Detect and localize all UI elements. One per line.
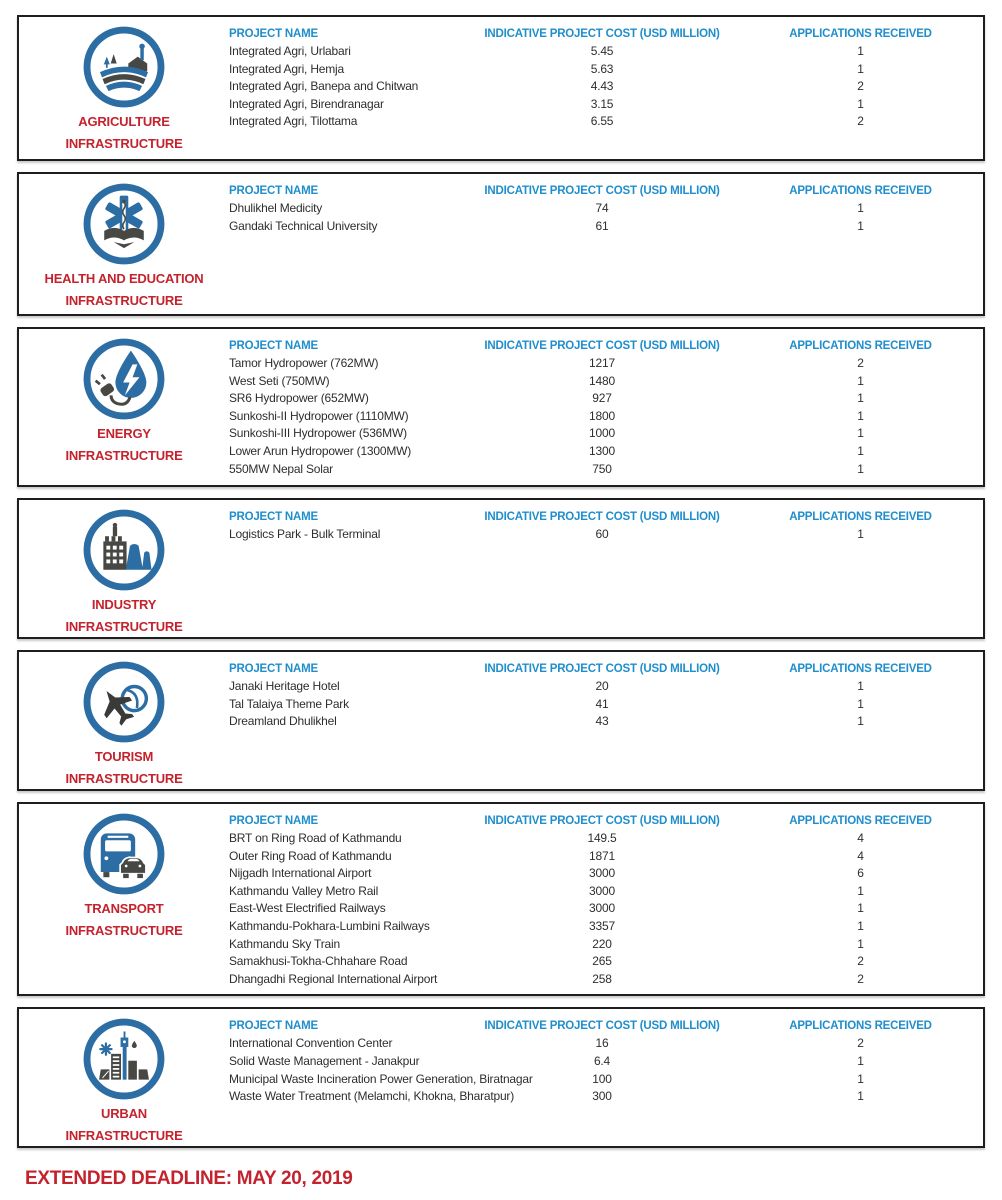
project-cost-cell: 6.55 — [590, 114, 614, 129]
column-header-project-cost: INDICATIVE PROJECT COST (USD MILLION) — [484, 185, 720, 197]
project-name-cell: SR6 Hydropower (652MW) — [229, 391, 369, 406]
table-row — [229, 61, 983, 79]
section-panel-urban — [17, 1007, 985, 1148]
column-header-project-name: PROJECT NAME — [229, 1020, 318, 1033]
section-icon-column — [19, 804, 229, 994]
project-cost-cell: 1480 — [589, 373, 615, 388]
project-name-cell: Tal Talaiya Theme Park — [229, 696, 349, 711]
project-name-cell: Kathmandu Sky Train — [229, 936, 340, 951]
project-name-cell: BRT on Ring Road of Kathmandu — [229, 831, 402, 845]
project-name-cell: East-West Electrified Railways — [229, 901, 386, 916]
table-body — [229, 200, 983, 235]
applications-received-cell: 1 — [857, 373, 864, 388]
project-cost-cell: 61 — [595, 218, 609, 233]
section-icon-column — [19, 652, 229, 789]
table-row — [229, 830, 983, 848]
project-cost-cell: 4.43 — [590, 79, 614, 94]
table-row — [229, 113, 983, 131]
column-header-project-cost: INDICATIVE PROJECT COST (USD MILLION) — [484, 1020, 720, 1033]
section-panel-agriculture — [17, 15, 985, 161]
section-label-line1: URBAN — [101, 1106, 147, 1122]
column-header-applications-received: APPLICATIONS RECEIVED — [789, 1020, 932, 1033]
section-panel-industry — [17, 498, 985, 639]
section-icon-column — [19, 174, 229, 314]
project-name-cell: Sunkoshi-II Hydropower (1110MW) — [229, 408, 409, 423]
project-cost-cell: 43 — [595, 714, 609, 729]
table-row — [229, 526, 983, 544]
applications-received-cell: 2 — [857, 356, 864, 370]
table-row — [229, 883, 983, 901]
project-cost-cell: 1800 — [589, 408, 615, 423]
table-row — [229, 696, 983, 714]
applications-received-cell: 1 — [857, 901, 864, 916]
project-name-cell: Dhulikhel Medicity — [229, 201, 323, 215]
table-row — [229, 865, 983, 883]
project-name-cell: Solid Waste Management - Janakpur — [229, 1053, 420, 1068]
table-row — [229, 936, 983, 954]
table-row — [229, 1053, 983, 1071]
table-row — [229, 200, 983, 218]
applications-received-cell: 1 — [857, 918, 864, 933]
project-cost-cell: 3.15 — [590, 96, 614, 111]
table-row — [229, 425, 983, 443]
project-name-cell: West Seti (750MW) — [229, 373, 330, 388]
column-header-project-name: PROJECT NAME — [229, 815, 318, 827]
project-cost-cell: 41 — [595, 696, 609, 711]
project-cost-cell: 1217 — [589, 356, 615, 370]
applications-received-cell: 1 — [857, 391, 864, 406]
column-header-applications-received: APPLICATIONS RECEIVED — [789, 185, 932, 197]
section-label-line2: INFRASTRUCTURE — [65, 771, 183, 786]
table-row — [229, 43, 983, 61]
project-name-cell: Waste Water Treatment (Melamchi, Khokna, Bharatpur) — [229, 1089, 515, 1104]
project-cost-cell: 74 — [595, 201, 609, 215]
project-name-cell: Integrated Agri, Tilottama — [229, 114, 358, 129]
applications-received-cell: 1 — [857, 527, 864, 541]
project-name-cell: Logistics Park - Bulk Terminal — [229, 527, 381, 541]
project-cost-cell: 1000 — [589, 426, 615, 441]
energy-icon — [81, 336, 167, 422]
column-header-applications-received: APPLICATIONS RECEIVED — [789, 28, 932, 40]
table-header-row — [229, 183, 983, 200]
table-header-row — [229, 1018, 983, 1035]
column-header-applications-received: APPLICATIONS RECEIVED — [789, 340, 932, 352]
project-cost-cell: 20 — [595, 679, 609, 693]
table-row — [229, 848, 983, 866]
industry-icon — [81, 507, 167, 593]
project-cost-cell: 300 — [592, 1089, 612, 1104]
section-table — [229, 804, 983, 994]
project-cost-cell: 265 — [592, 954, 612, 969]
table-row — [229, 900, 983, 918]
project-name-cell: Kathmandu Valley Metro Rail — [229, 883, 379, 898]
section-panel-tourism — [17, 650, 985, 791]
table-row — [229, 1035, 983, 1053]
applications-received-cell: 4 — [857, 831, 864, 845]
column-header-project-name: PROJECT NAME — [229, 185, 318, 197]
section-table — [229, 1009, 983, 1146]
table-row — [229, 1088, 983, 1106]
project-cost-cell: 5.45 — [590, 44, 614, 58]
section-label-line2: INFRASTRUCTURE — [65, 923, 183, 938]
project-cost-cell: 1871 — [589, 848, 615, 863]
project-cost-cell: 60 — [595, 527, 609, 541]
project-name-cell: Sunkoshi-III Hydropower (536MW) — [229, 426, 407, 441]
agriculture-icon — [81, 24, 167, 110]
table-row — [229, 713, 983, 731]
project-cost-cell: 16 — [595, 1036, 609, 1051]
project-cost-cell: 149.5 — [587, 831, 617, 845]
section-table — [229, 652, 983, 789]
project-name-cell: Integrated Agri, Hemja — [229, 61, 344, 76]
applications-received-cell: 1 — [857, 44, 864, 58]
project-name-cell: Municipal Waste Incineration Power Generation, Biratnagar — [229, 1071, 533, 1086]
table-body — [229, 678, 983, 731]
section-icon-column — [19, 500, 229, 637]
table-row — [229, 96, 983, 114]
table-row — [229, 918, 983, 936]
table-body — [229, 355, 983, 478]
project-name-cell: Gandaki Technical University — [229, 218, 378, 233]
table-row — [229, 390, 983, 408]
table-row — [229, 355, 983, 373]
extended-deadline-text: EXTENDED DEADLINE: MAY 20, 2019 — [25, 1168, 353, 1190]
tourism-icon — [81, 659, 167, 745]
applications-received-cell: 2 — [857, 954, 864, 969]
project-name-cell: Dreamland Dhulikhel — [229, 714, 337, 729]
table-header-row — [229, 26, 983, 43]
table-header-row — [229, 509, 983, 526]
applications-received-cell: 1 — [857, 426, 864, 441]
section-panel-health-and-education — [17, 172, 985, 316]
applications-received-cell: 1 — [857, 443, 864, 458]
applications-received-cell: 1 — [857, 883, 864, 898]
table-row — [229, 1071, 983, 1089]
section-label-line2: INFRASTRUCTURE — [65, 136, 183, 151]
applications-received-cell: 1 — [857, 408, 864, 423]
column-header-project-cost: INDICATIVE PROJECT COST (USD MILLION) — [484, 815, 720, 827]
column-header-applications-received: APPLICATIONS RECEIVED — [789, 663, 932, 675]
project-cost-cell: 3000 — [589, 866, 615, 881]
column-header-project-name: PROJECT NAME — [229, 28, 318, 40]
project-cost-cell: 927 — [592, 391, 612, 406]
sections — [17, 15, 985, 1148]
table-header-row — [229, 813, 983, 830]
section-table — [229, 17, 983, 159]
project-name-cell: Dhangadhi Regional International Airport — [229, 971, 438, 986]
table-row — [229, 218, 983, 236]
section-table — [229, 500, 983, 637]
project-cost-cell: 5.63 — [590, 61, 614, 76]
table-row — [229, 443, 983, 461]
table-body — [229, 1035, 983, 1105]
project-cost-cell: 1300 — [589, 443, 615, 458]
health-education-icon — [81, 181, 167, 267]
section-panel-energy — [17, 327, 985, 487]
project-cost-cell: 258 — [592, 971, 612, 986]
section-label-line1: TOURISM — [94, 749, 154, 764]
transport-icon — [81, 811, 167, 897]
section-icon-column — [19, 329, 229, 485]
project-name-cell: Kathmandu-Pokhara-Lumbini Railways — [229, 918, 430, 933]
column-header-project-name: PROJECT NAME — [229, 511, 318, 523]
column-header-project-cost: INDICATIVE PROJECT COST (USD MILLION) — [484, 340, 720, 352]
applications-received-cell: 1 — [857, 96, 864, 111]
project-name-cell: Integrated Agri, Birendranagar — [229, 96, 384, 111]
applications-received-cell: 1 — [857, 679, 864, 693]
column-header-applications-received: APPLICATIONS RECEIVED — [789, 511, 932, 523]
project-name-cell: Nijgadh International Airport — [229, 866, 372, 881]
table-header-row — [229, 661, 983, 678]
project-cost-cell: 3000 — [589, 883, 615, 898]
table-row — [229, 678, 983, 696]
applications-received-cell: 2 — [857, 79, 864, 94]
table-row — [229, 971, 983, 989]
project-name-cell: Integrated Agri, Urlabari — [229, 44, 351, 58]
section-panel-transport — [17, 802, 985, 996]
table-body — [229, 526, 983, 544]
column-header-applications-received: APPLICATIONS RECEIVED — [789, 815, 932, 827]
project-name-cell: Samakhusi-Tokha-Chhahare Road — [229, 954, 408, 969]
applications-received-cell: 1 — [857, 936, 864, 951]
applications-received-cell: 1 — [857, 1071, 864, 1086]
section-label-line1: HEALTH AND EDUCATION — [44, 271, 204, 286]
applications-received-cell: 1 — [857, 714, 864, 729]
table-row — [229, 373, 983, 391]
project-cost-cell: 750 — [592, 461, 612, 476]
applications-received-cell: 4 — [857, 848, 864, 863]
project-name-cell: Outer Ring Road of Kathmandu — [229, 848, 392, 863]
applications-received-cell: 1 — [857, 218, 864, 233]
table-row — [229, 953, 983, 971]
section-label-line1: AGRICULTURE — [78, 114, 170, 129]
column-header-project-name: PROJECT NAME — [229, 340, 318, 352]
project-cost-cell: 3357 — [589, 918, 615, 933]
applications-received-cell: 1 — [857, 61, 864, 76]
applications-received-cell: 1 — [857, 1089, 864, 1104]
column-header-project-cost: INDICATIVE PROJECT COST (USD MILLION) — [484, 511, 720, 523]
applications-received-cell: 1 — [857, 461, 864, 476]
table-row — [229, 78, 983, 96]
project-cost-cell: 3000 — [589, 901, 615, 916]
section-icon-column — [19, 17, 229, 159]
applications-received-cell: 1 — [857, 1053, 864, 1068]
project-name-cell: Integrated Agri, Banepa and Chitwan — [229, 79, 419, 94]
project-name-cell: International Convention Center — [229, 1036, 393, 1051]
applications-received-cell: 2 — [857, 1036, 864, 1051]
section-label-line1: TRANSPORT — [84, 901, 164, 916]
table-row — [229, 408, 983, 426]
section-label-line2: INFRASTRUCTURE — [65, 293, 183, 308]
column-header-project-cost: INDICATIVE PROJECT COST (USD MILLION) — [484, 663, 720, 675]
project-name-cell: Tamor Hydropower (762MW) — [229, 356, 379, 370]
section-table — [229, 329, 983, 485]
column-header-project-name: PROJECT NAME — [229, 663, 318, 675]
applications-received-cell: 1 — [857, 201, 864, 215]
project-name-cell: 550MW Nepal Solar — [229, 461, 333, 476]
table-row — [229, 461, 983, 479]
section-label-line2: INFRASTRUCTURE — [65, 448, 183, 463]
applications-received-cell: 6 — [857, 866, 864, 881]
project-name-cell: Janaki Heritage Hotel — [229, 679, 340, 693]
urban-icon — [81, 1016, 167, 1102]
section-label-line2: INFRASTRUCTURE — [65, 1128, 183, 1144]
column-header-project-cost: INDICATIVE PROJECT COST (USD MILLION) — [484, 28, 720, 40]
section-label-line2: INFRASTRUCTURE — [65, 619, 183, 634]
section-table — [229, 174, 983, 314]
project-name-cell: Lower Arun Hydropower (1300MW) — [229, 443, 412, 458]
table-body — [229, 43, 983, 131]
applications-received-cell: 2 — [857, 114, 864, 129]
section-label-line1: ENERGY — [97, 426, 151, 441]
project-cost-cell: 220 — [592, 936, 612, 951]
applications-received-cell: 1 — [857, 696, 864, 711]
project-cost-cell: 100 — [592, 1071, 612, 1086]
section-icon-column — [19, 1009, 229, 1146]
table-header-row — [229, 338, 983, 355]
project-cost-cell: 6.4 — [593, 1053, 611, 1068]
applications-received-cell: 2 — [857, 971, 864, 986]
section-label-line1: INDUSTRY — [91, 597, 157, 612]
table-body — [229, 830, 983, 988]
